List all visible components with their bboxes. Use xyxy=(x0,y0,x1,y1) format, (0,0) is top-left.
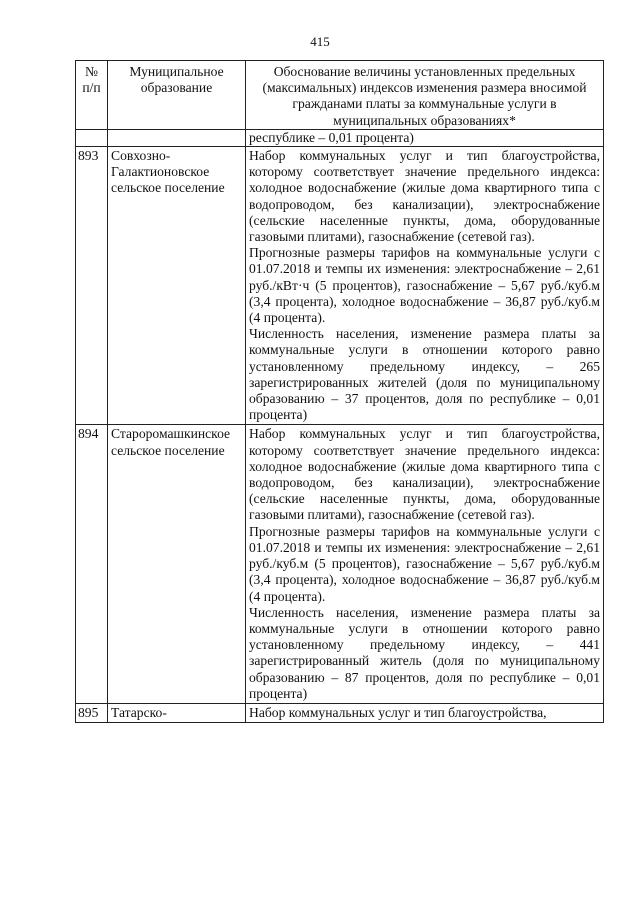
table-header-row xyxy=(76,61,604,130)
municipality-name: Староромашкинское сельское поселение xyxy=(108,425,246,703)
header-justification: Обоснование величины установленных предельных (максимальных) индексов изменения размера вносимой гражданами платы за коммунальные услуги в муниципальных образованиях* xyxy=(246,61,604,130)
table-row xyxy=(76,425,604,703)
header-municipality: Муниципальное образование xyxy=(108,61,246,130)
population-paragraph: Численность населения, изменение размера платы за коммунальные услуги в отношении которого равно установленному предельному индексу, – 441 зарегистрированный житель (доля по муниципальному образованию – 87 процентов, доля по республике – 0,01 процента) xyxy=(249,604,600,701)
justification-cell xyxy=(246,147,604,425)
table-row xyxy=(76,147,604,425)
justification-cell xyxy=(246,703,604,722)
justification-cell xyxy=(246,425,604,703)
services-paragraph: Набор коммунальных услуг и тип благоустройства, которому соответствует значение предельного индекса: холодное водоснабжение (жилые дома квартирного типа с водопроводом, без канализации), электроснабжение (сельские населенные пункты, дома, оборудованные газовыми плитами), газоснабжение (сетевой газ). xyxy=(249,148,600,245)
services-paragraph: Набор коммунальных услуг и тип благоустройства, xyxy=(249,704,547,720)
population-paragraph: Численность населения, изменение размера платы за коммунальные услуги в отношении которого равно установленному предельному индексу, – 265 зарегистрированных жителей (доля по муниципальному образованию – 37 процентов, доля по республике – 0,01 процента) xyxy=(249,326,600,423)
continuation-text: республике – 0,01 процента) xyxy=(246,129,604,146)
tariff-index-table xyxy=(75,60,604,723)
row-number: 894 xyxy=(76,425,108,703)
page-number: 415 xyxy=(310,34,330,49)
row-number: 895 xyxy=(76,703,108,722)
municipality-name: Татарско- xyxy=(108,703,246,722)
municipality-name: Совхозно-Галактионовское сельское поселение xyxy=(108,147,246,425)
table-row-continuation xyxy=(76,129,604,146)
tariffs-paragraph: Прогнозные размеры тарифов на коммунальные услуги с 01.07.2018 и темпы их изменения: электроснабжение – 2,61 руб./куб.м (5 процентов), газоснабжение – 5,67 руб./куб.м (3,4 процента), холодное водоснабжение – 36,87 руб./куб.м (4 процента). xyxy=(249,523,600,604)
header-num: № п/п xyxy=(76,61,108,130)
table-row xyxy=(76,703,604,722)
services-paragraph: Набор коммунальных услуг и тип благоустройства, которому соответствует значение предельного индекса: холодное водоснабжение (жилые дома квартирного типа с водопроводом, без канализации), электроснабжение (сельские населенные пункты, дома, оборудованные газовыми плитами), газоснабжение (сетевой газ). xyxy=(249,426,600,523)
tariffs-paragraph: Прогнозные размеры тарифов на коммунальные услуги с 01.07.2018 и темпы их изменения: электроснабжение – 2,61 руб./кВт·ч (5 процентов), газоснабжение – 5,67 руб./куб.м (3,4 процента), холодное водоснабжение – 36,87 руб./куб.м (4 процента). xyxy=(249,245,600,326)
row-number: 893 xyxy=(76,147,108,425)
